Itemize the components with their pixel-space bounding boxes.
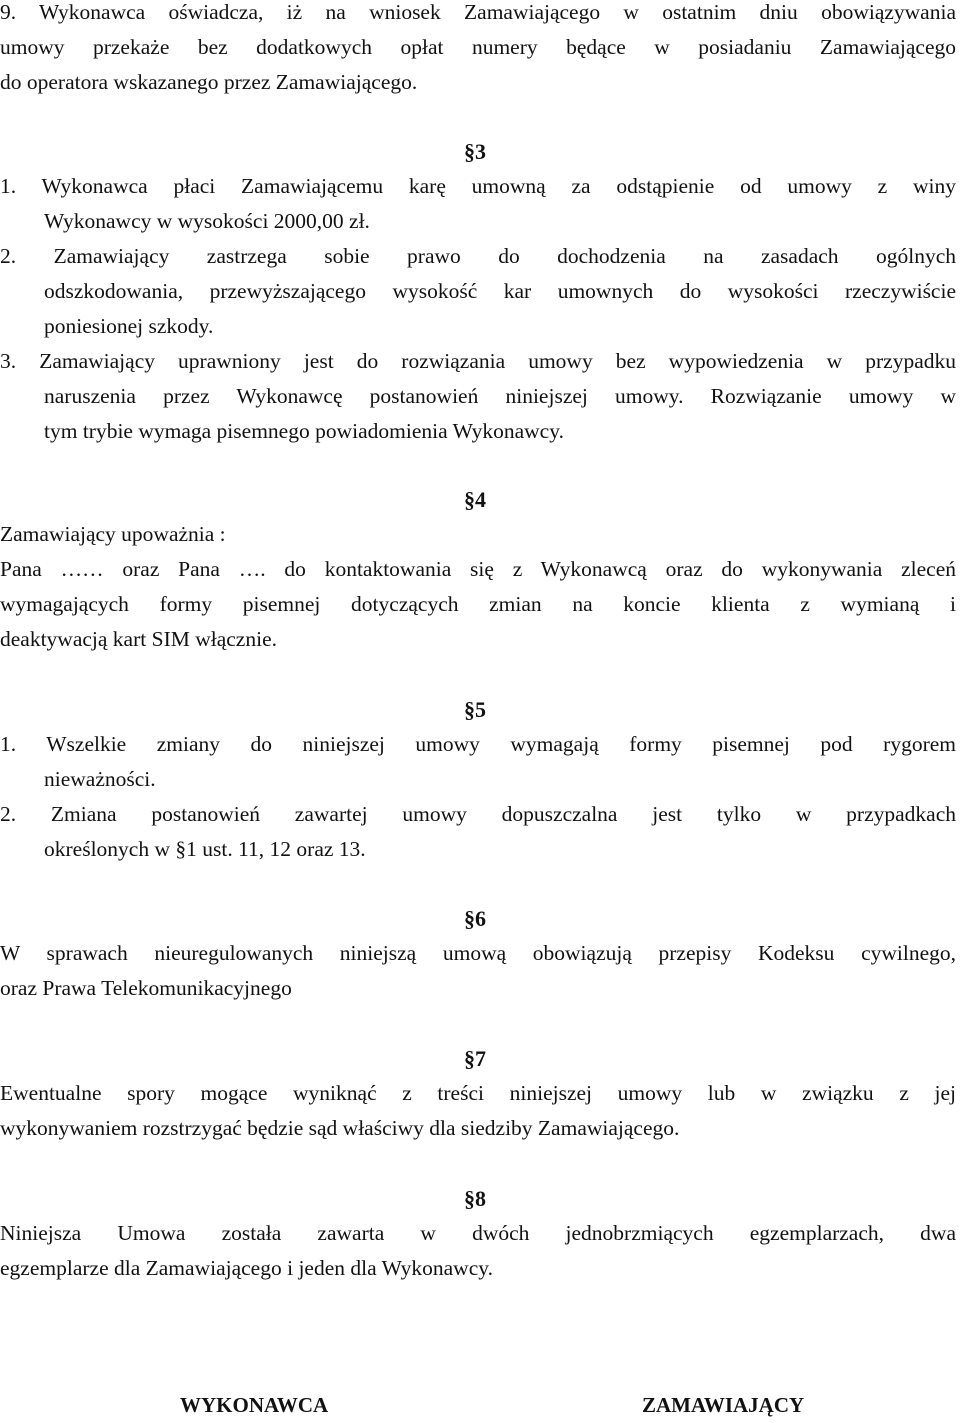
section-7-heading: §7 xyxy=(464,1046,486,1071)
s3-line-6: 3. Zamawiający uprawniony jest do rozwiązania umowy bez wypowiedzenia w przypadku xyxy=(0,349,956,373)
s3-line-7: naruszenia przez Wykonawcę postanowień niniejszej umowy. Rozwiązanie umowy w xyxy=(44,384,956,408)
s6-line-1: W sprawach nieuregulowanych niniejszą umową obowiązują przepisy Kodeksu cywilnego, xyxy=(0,941,956,965)
section-3-heading: §3 xyxy=(464,139,486,164)
s3-line-1: 1. Wykonawca płaci Zamawiającemu karę umowną za odstąpienie od umowy z winy xyxy=(0,174,956,198)
para9-line-1: 9. Wykonawca oświadcza, iż na wniosek Zamawiającego w ostatnim dniu obowiązywania xyxy=(0,0,956,24)
s3-line-3: 2. Zamawiający zastrzega sobie prawo do dochodzenia na zasadach ogólnych xyxy=(0,244,956,268)
s4-line-1: Zamawiający upoważnia : xyxy=(0,522,226,546)
signature-contractor: WYKONAWCA xyxy=(180,1393,329,1417)
section-4-heading: §4 xyxy=(464,487,486,512)
signature-client: ZAMAWIAJĄCY xyxy=(642,1393,805,1417)
s7-line-2: wykonywaniem rozstrzygać będzie sąd właściwy dla siedziby Zamawiającego. xyxy=(0,1116,680,1140)
s3-line-2: Wykonawcy w wysokości 2000,00 zł. xyxy=(44,209,370,233)
section-6-heading: §6 xyxy=(464,906,486,931)
s5-line-4: określonych w §1 ust. 11, 12 oraz 13. xyxy=(44,837,366,861)
para9-line-2: umowy przekaże bez dodatkowych opłat numery będące w posiadaniu Zamawiającego xyxy=(0,35,956,59)
section-8-heading: §8 xyxy=(464,1186,486,1211)
s7-line-1: Ewentualne spory mogące wyniknąć z treści niniejszej umowy lub w związku z jej xyxy=(0,1081,956,1105)
s4-line-4: deaktywacją kart SIM włącznie. xyxy=(0,627,277,651)
section-5-heading: §5 xyxy=(464,697,486,722)
s3-line-5: poniesionej szkody. xyxy=(44,314,214,338)
s4-line-2: Pana …… oraz Pana …. do kontaktowania się z Wykonawcą oraz do wykonywania zleceń xyxy=(0,557,956,581)
s3-line-4: odszkodowania, przewyższającego wysokość kar umownych do wysokości rzeczywiście xyxy=(44,279,956,303)
s5-line-3: 2. Zmiana postanowień zawartej umowy dopuszczalna jest tylko w przypadkach xyxy=(0,802,956,826)
s5-line-2: nieważności. xyxy=(44,767,156,791)
s6-line-2: oraz Prawa Telekomunikacyjnego xyxy=(0,976,292,1000)
s4-line-3: wymagających formy pisemnej dotyczących zmian na koncie klienta z wymianą i xyxy=(0,592,956,616)
para9-line-3: do operatora wskazanego przez Zamawiającego. xyxy=(0,70,418,94)
s8-line-1: Niniejsza Umowa została zawarta w dwóch jednobrzmiących egzemplarzach, dwa xyxy=(0,1221,956,1245)
s3-line-8: tym trybie wymaga pisemnego powiadomienia Wykonawcy. xyxy=(44,419,564,443)
s8-line-2: egzemplarze dla Zamawiającego i jeden dla Wykonawcy. xyxy=(0,1256,493,1280)
s5-line-1: 1. Wszelkie zmiany do niniejszej umowy wymagają formy pisemnej pod rygorem xyxy=(0,732,956,756)
